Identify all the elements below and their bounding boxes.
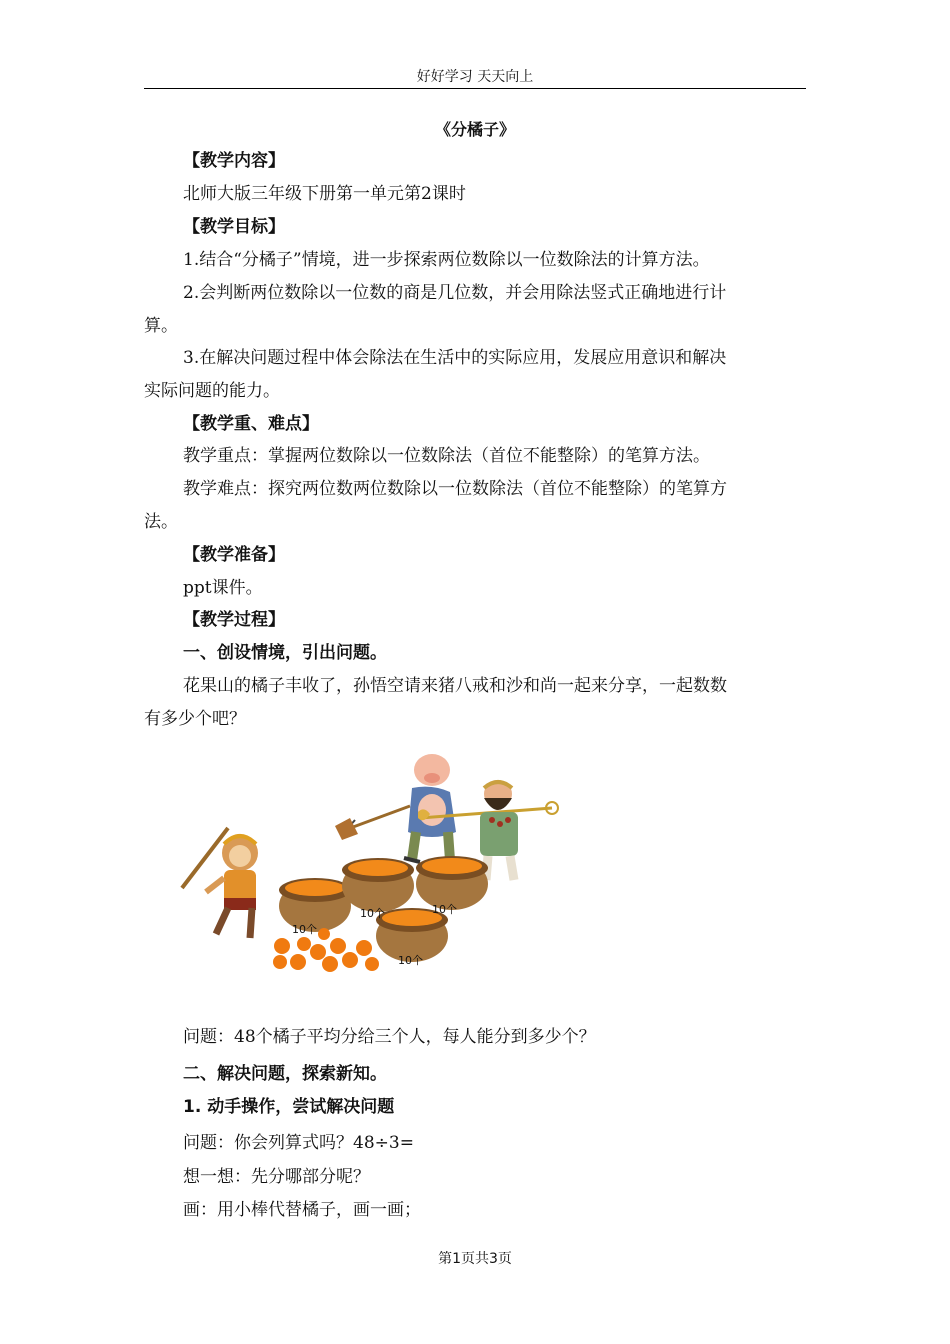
process-heading: 【教学过程】 <box>183 610 285 630</box>
difficulty-line-1: 教学难点：探究两位数两位数除以一位数除法（首位不能整除）的笔算方 <box>183 479 727 499</box>
question-2: 问题：你会列算式吗？48÷3= <box>183 1133 414 1153</box>
step-1-heading: 一、创设情境，引出问题。 <box>183 643 387 663</box>
document-title: 《分橘子》 <box>434 120 515 139</box>
content-text: 北师大版三年级下册第一单元第2课时 <box>183 184 466 204</box>
orange-sharing-illustration <box>180 748 560 978</box>
goal-2-line-1: 2.会判断两位数除以一位数的商是几位数，并会用除法竖式正确地进行计 <box>183 283 727 303</box>
basket-label: 10个 <box>360 907 385 920</box>
sub-1-heading: 1. 动手操作，尝试解决问题 <box>183 1097 395 1117</box>
story-line-2: 有多少个吧？ <box>144 709 246 729</box>
basket-label: 10个 <box>292 923 317 936</box>
key-point: 教学重点：掌握两位数除以一位数除法（首位不能整除）的笔算方法。 <box>183 446 710 466</box>
prep-heading: 【教学准备】 <box>183 545 285 565</box>
goal-2-line-2: 算。 <box>144 316 178 336</box>
content-heading: 【教学内容】 <box>183 151 285 171</box>
question-1: 问题：48个橘子平均分给三个人，每人能分到多少个？ <box>183 1027 596 1047</box>
goal-3-line-2: 实际问题的能力。 <box>144 381 280 401</box>
think-prompt: 想一想：先分哪部分呢？ <box>183 1167 370 1187</box>
pig-figure <box>335 754 458 862</box>
draw-prompt: 画：用小棒代替橘子，画一画； <box>183 1200 421 1220</box>
goal-1: 1.结合“分橘子”情境，进一步探索两位数除以一位数除法的计算方法。 <box>183 250 710 270</box>
loose-oranges <box>273 928 379 972</box>
page-footer: 第1页共3页 <box>438 1251 512 1267</box>
monkey-figure <box>182 828 258 938</box>
goals-heading: 【教学目标】 <box>183 217 285 237</box>
goal-3-line-1: 3.在解决问题过程中体会除法在生活中的实际应用，发展应用意识和解决 <box>183 348 727 368</box>
prep-text: ppt课件。 <box>183 578 263 598</box>
basket <box>416 856 488 910</box>
basket-label: 10个 <box>432 903 457 916</box>
basket <box>342 858 414 912</box>
story-line-1: 花果山的橘子丰收了，孙悟空请来猪八戒和沙和尚一起来分享，一起数数 <box>183 676 727 696</box>
step-2-heading: 二、解决问题，探索新知。 <box>183 1064 387 1084</box>
key-heading: 【教学重、难点】 <box>183 414 319 434</box>
header-rule <box>144 88 806 89</box>
basket-label: 10个 <box>398 954 423 967</box>
difficulty-line-2: 法。 <box>144 512 178 532</box>
page-header: 好好学习 天天向上 <box>416 69 534 85</box>
